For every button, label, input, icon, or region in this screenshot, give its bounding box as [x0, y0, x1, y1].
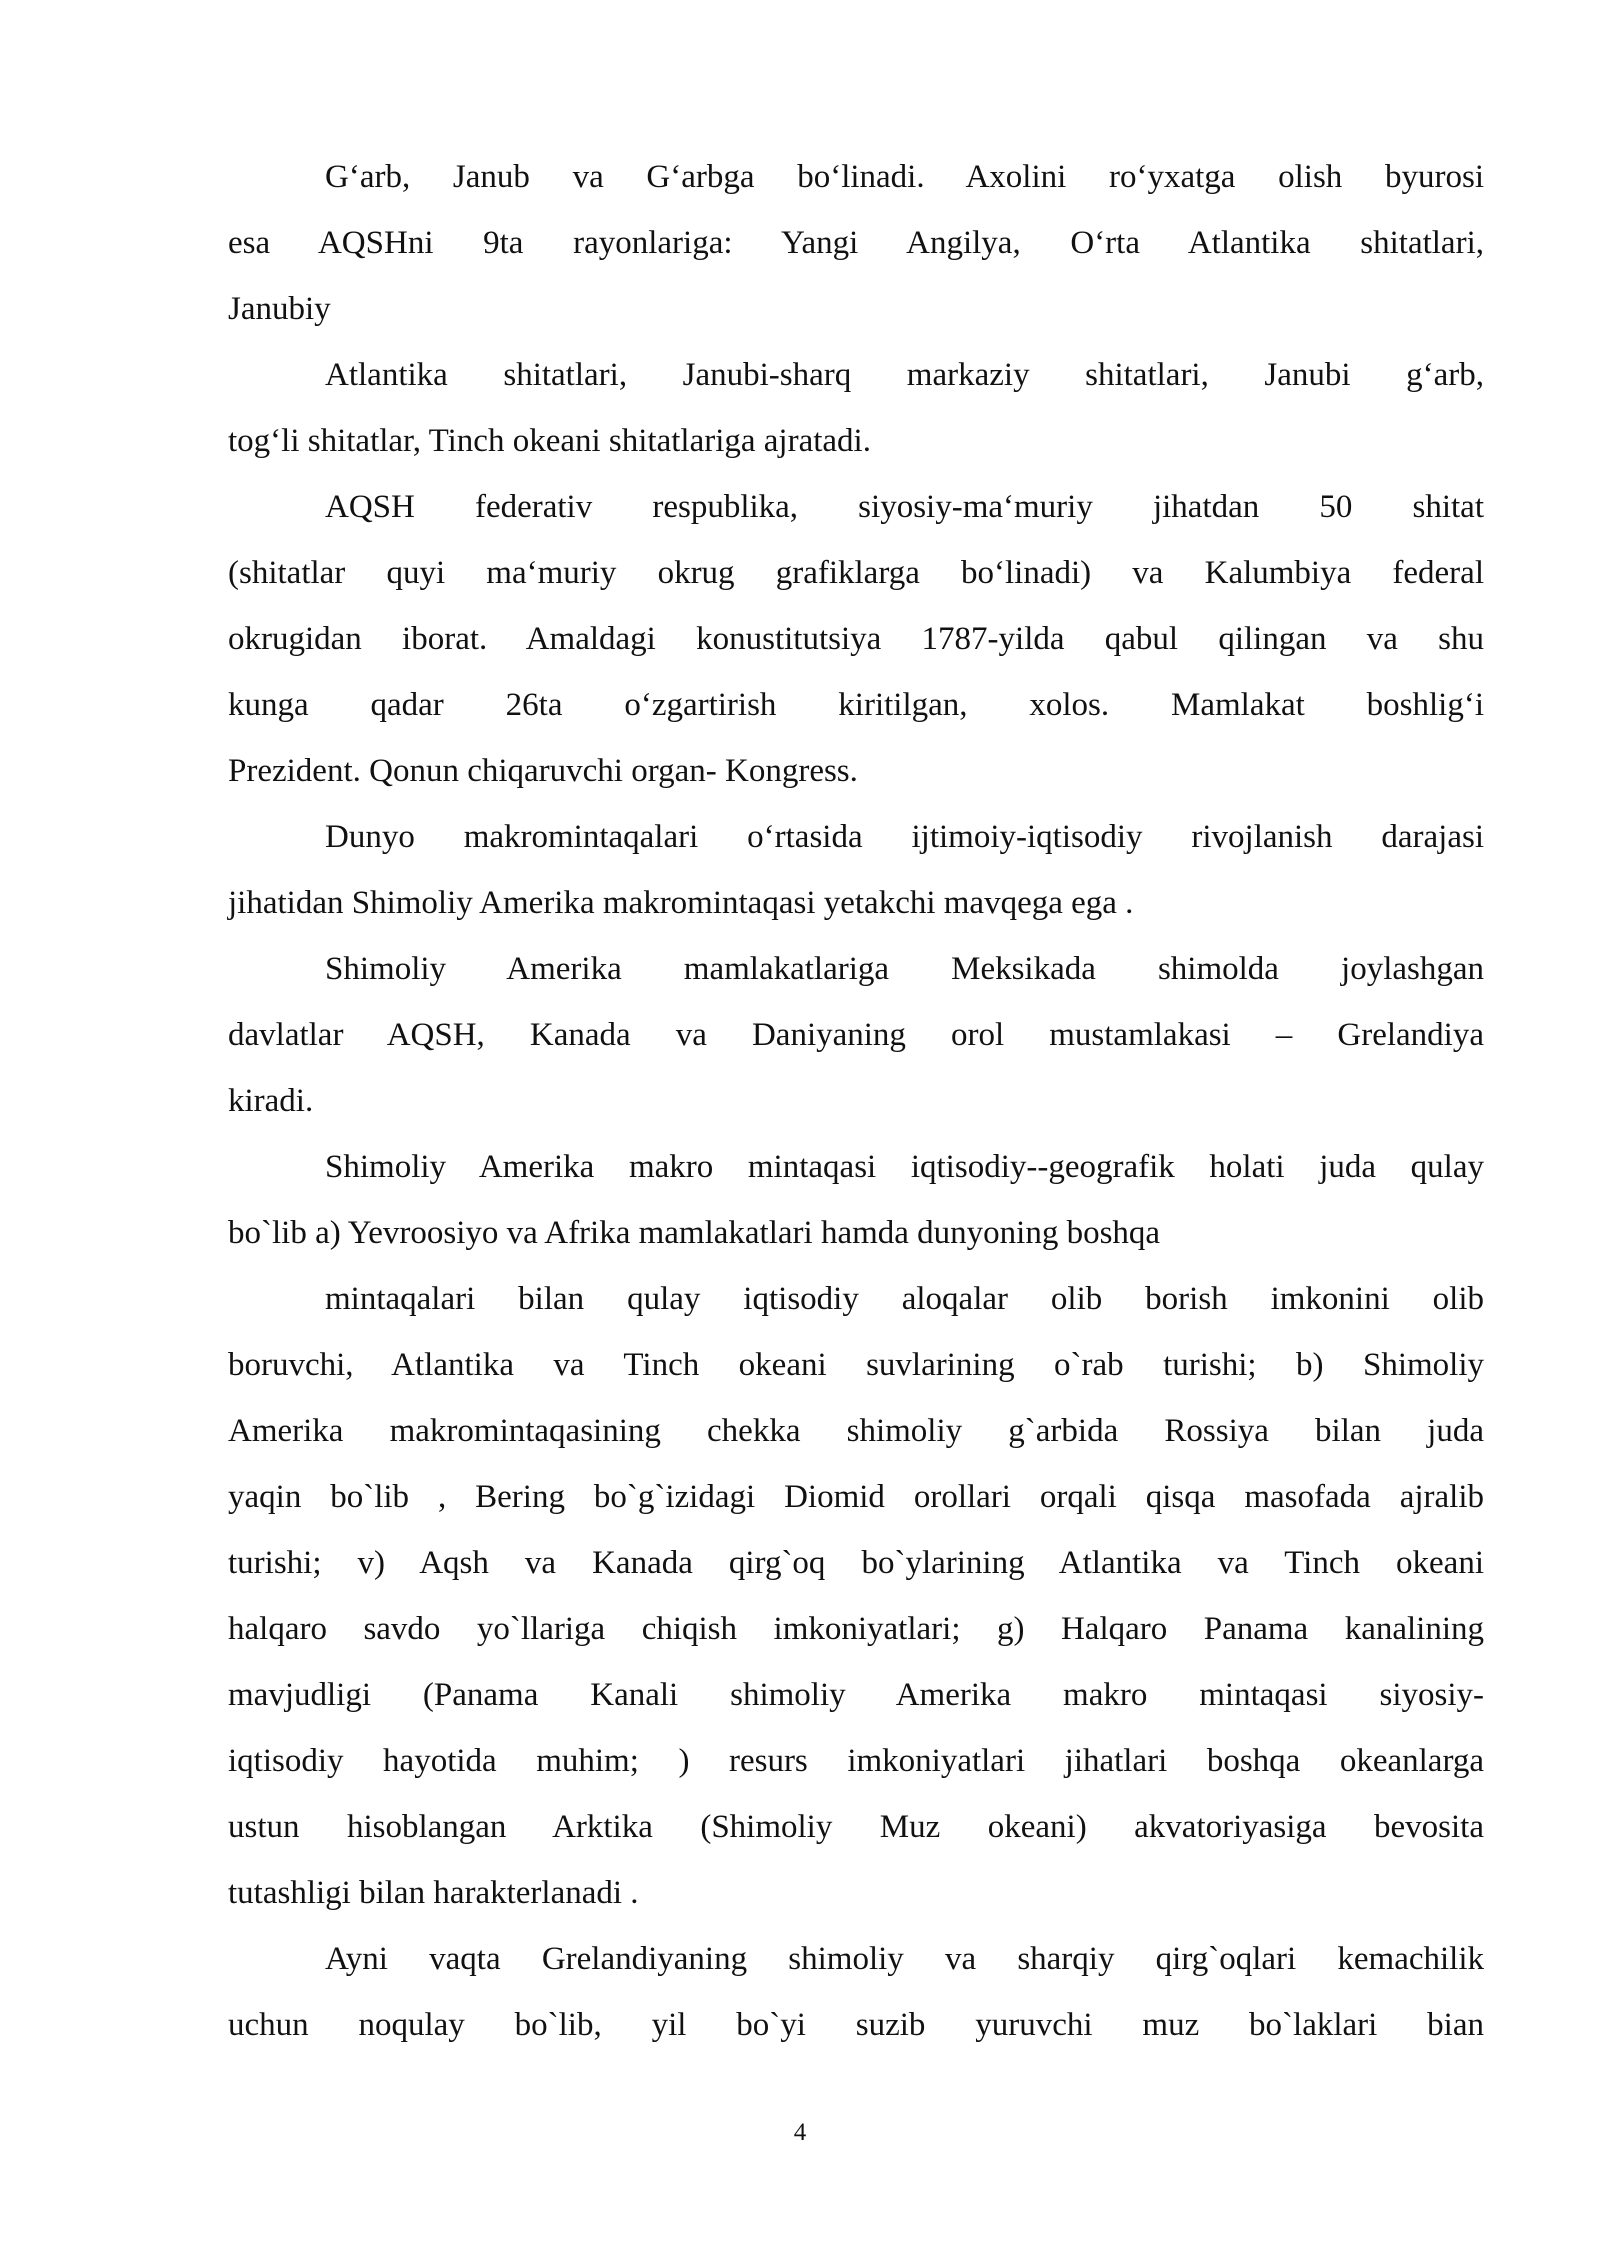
text-line: okrugidan iborat. Amaldagi konustitutsiya 1787-yilda qabul qilingan va shu [228, 621, 1484, 657]
page-number: 4 [793, 2119, 807, 2146]
body-text [228, 144, 1484, 2058]
text-line: Ayni vaqta Grelandiyaning shimoliy va sharqiy qirg`oqlari kemachilik [325, 1941, 1484, 1977]
text-line: bo`lib a) Yevroosiyo va Afrika mamlakatlari hamda dunyoning boshqa [228, 1215, 1161, 1251]
text-line: iqtisodiy hayotida muhim; ) resurs imkoniyatlari jihatlari boshqa okeanlarga [228, 1743, 1484, 1779]
text-line: davlatlar AQSH, Kanada va Daniyaning orol mustamlakasi – Grelandiya [228, 1017, 1484, 1053]
text-line: kiradi. [228, 1083, 314, 1119]
text-line: G‘arb, Janub va G‘arbga bo‘linadi. Axolini ro‘yxatga olish byurosi [325, 159, 1484, 195]
text-line: Janubiy [228, 291, 331, 327]
text-line: Atlantika shitatlari, Janubi-sharq markaziy shitatlari, Janubi g‘arb, [325, 357, 1484, 393]
text-line: mavjudligi (Panama Kanali shimoliy Amerika makro mintaqasi siyosiy- [228, 1677, 1484, 1713]
text-line: yaqin bo`lib , Bering bo`g`izidagi Diomid orollari orqali qisqa masofada ajralib [228, 1479, 1484, 1515]
text-line: turishi; v) Aqsh va Kanada qirg`oq bo`ylarining Atlantika va Tinch okeani [228, 1545, 1484, 1581]
text-line: kunga qadar 26ta o‘zgartirish kiritilgan, xolos. Mamlakat boshlig‘i [228, 687, 1484, 723]
text-line: tog‘li shitatlar, Tinch okeani shitatlariga ajratadi. [228, 423, 871, 459]
text-line: Amerika makromintaqasining chekka shimoliy g`arbida Rossiya bilan juda [228, 1413, 1484, 1449]
text-line: boruvchi, Atlantika va Tinch okeani suvlarining o`rab turishi; b) Shimoliy [228, 1347, 1484, 1383]
text-line: uchun noqulay bo`lib, yil bo`yi suzib yuruvchi muz bo`laklari bian [228, 2007, 1484, 2043]
text-line: Shimoliy Amerika makro mintaqasi iqtisodiy--geografik holati juda qulay [325, 1149, 1484, 1185]
text-line: esa AQSHni 9ta rayonlariga: Yangi Angilya, O‘rta Atlantika shitatlari, [228, 225, 1484, 261]
text-line: tutashligi bilan harakterlanadi . [228, 1875, 639, 1911]
text-line: Prezident. Qonun chiqaruvchi organ- Kongress. [228, 753, 858, 789]
text-line: mintaqalari bilan qulay iqtisodiy aloqalar olib borish imkonini olib [325, 1281, 1484, 1317]
text-line: jihatidan Shimoliy Amerika makromintaqasi yetakchi mavqega ega . [228, 885, 1134, 921]
text-line: (shitatlar quyi ma‘muriy okrug grafiklarga bo‘linadi) va Kalumbiya federal [228, 555, 1484, 591]
text-line: Dunyo makromintaqalari o‘rtasida ijtimoiy-iqtisodiy rivojlanish darajasi [325, 819, 1484, 855]
text-line: Shimoliy Amerika mamlakatlariga Meksikada shimolda joylashgan [325, 951, 1484, 987]
text-line: ustun hisoblangan Arktika (Shimoliy Muz okeani) akvatoriyasiga bevosita [228, 1809, 1484, 1845]
text-line: halqaro savdo yo`llariga chiqish imkoniyatlari; g) Halqaro Panama kanalining [228, 1611, 1484, 1647]
text-line: AQSH federativ respublika, siyosiy-ma‘muriy jihatdan 50 shitat [325, 489, 1484, 525]
